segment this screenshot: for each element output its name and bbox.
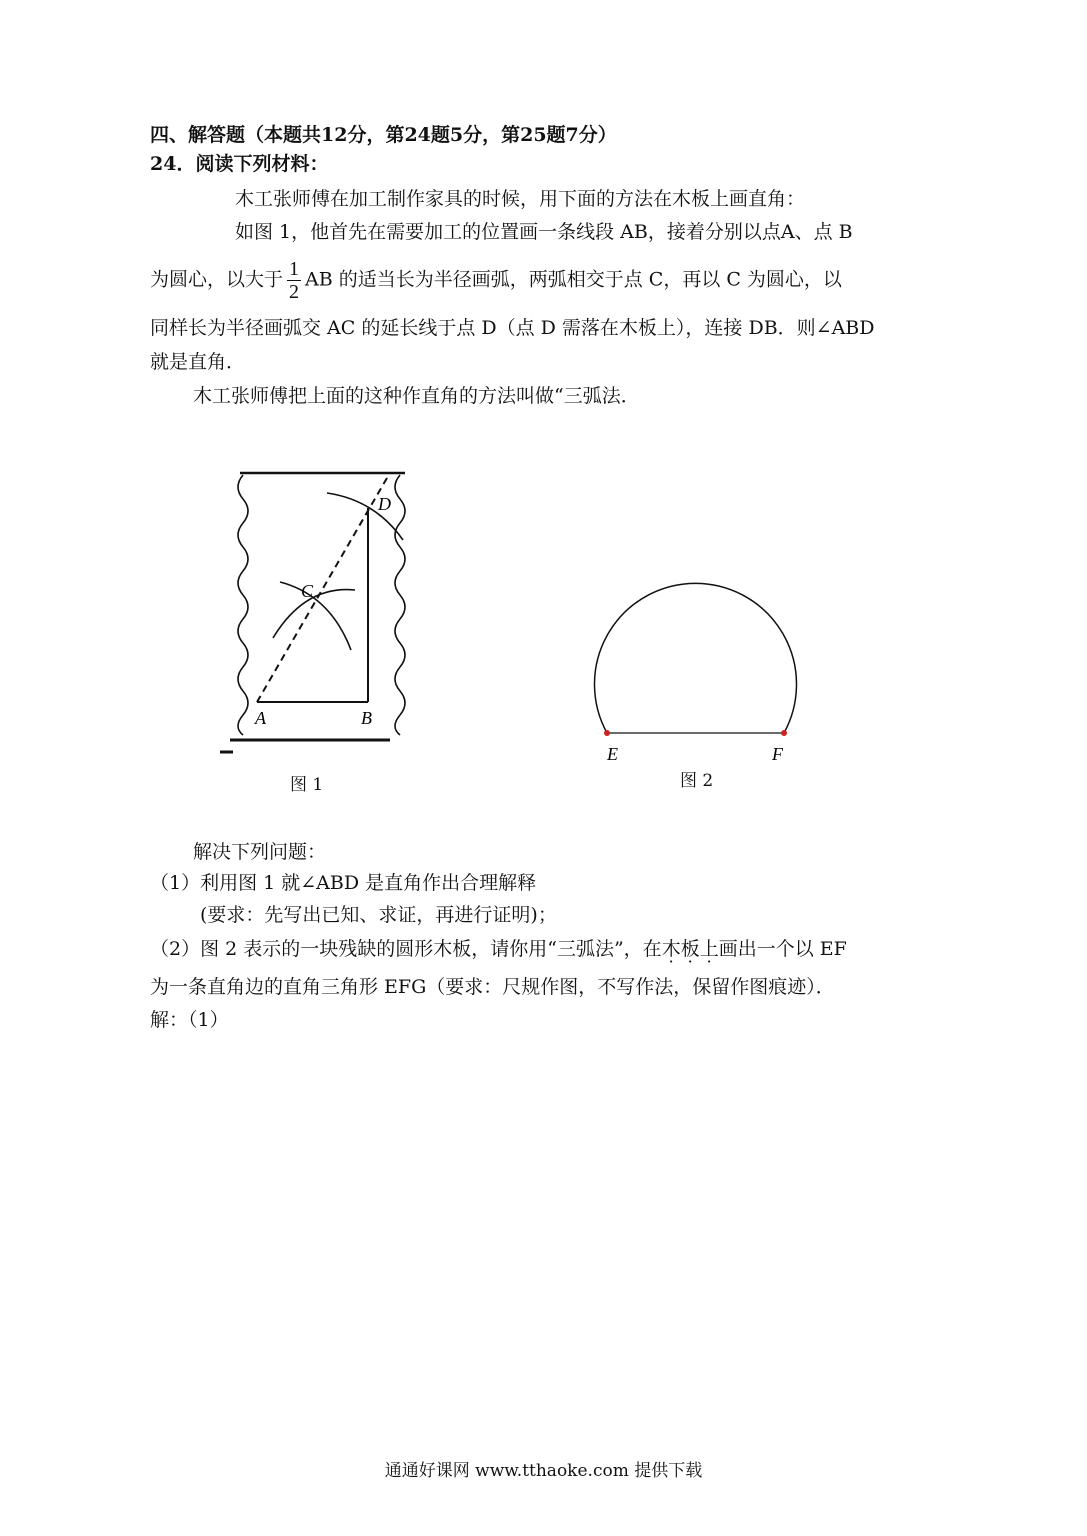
one-half-fraction xyxy=(287,258,301,303)
question-1: （1）利用图 1 就∠ABD 是直角作出合理解释 xyxy=(150,872,537,894)
material-paragraph-3 xyxy=(150,258,842,303)
emphasis-char-3: 上 xyxy=(699,938,719,960)
figure-1-caption: 图 1 xyxy=(290,775,324,795)
label-a: A xyxy=(255,708,266,728)
fraction-numerator: 1 xyxy=(289,258,300,280)
section-title: 四、解答题（本题共12分，第24题5分，第25题7分） xyxy=(150,124,617,146)
fraction-denominator: 2 xyxy=(289,281,300,303)
label-b: B xyxy=(361,708,372,728)
emphasis-char-2: 板 xyxy=(680,938,700,960)
material-paragraph-3-start: 为圆心，以大于 xyxy=(150,268,284,291)
board-right-wavy-edge xyxy=(395,475,405,735)
page-footer: 通通好课网 www.tthaoke.com 提供下载 xyxy=(384,1461,703,1481)
figure-2-diagram xyxy=(585,580,810,770)
label-d: D xyxy=(378,494,391,514)
arc-from-b xyxy=(280,582,351,650)
label-c: C xyxy=(301,581,314,601)
question-2-line-2: 为一条直角边的直角三角形 EFG（要求：尺规作图，不写作法，保留作图痕迹）． xyxy=(150,976,835,998)
broken-circle-arc xyxy=(595,583,797,733)
figure-2-caption: 图 2 xyxy=(680,771,714,791)
material-paragraph-2: 如图 1，他首先在需要加工的位置画一条线段 AB，接着分别以点A、点 B xyxy=(235,221,853,243)
figure-1-diagram xyxy=(215,460,415,765)
questions-intro: 解决下列问题： xyxy=(193,841,327,863)
question-24-heading: 24．阅读下列材料： xyxy=(150,153,329,175)
answer-start: 解：（1） xyxy=(150,1009,229,1031)
question-2-start: （2）图 2 表示的一块残缺的圆形木板，请你用“三弧法”，在 xyxy=(150,938,662,960)
question-1-requirement: (要求：先写出已知、求证，再进行证明)； xyxy=(200,904,557,926)
material-paragraph-4: 同样长为半径画弧交 AC 的延长线于点 D（点 D 需落在木板上），连接 DB．则∠ABD xyxy=(150,317,875,339)
material-paragraph-5: 就是直角． xyxy=(150,351,246,373)
arc-at-d xyxy=(327,493,403,540)
emphasis-char-1: 木 xyxy=(661,938,681,960)
point-f xyxy=(781,730,787,736)
question-2-end: 画出一个以 EF xyxy=(718,938,847,960)
question-2-line-1 xyxy=(150,935,847,963)
material-paragraph-6: 木工张师傅把上面的这种作直角的方法叫做“三弧法． xyxy=(193,385,640,407)
label-f: F xyxy=(772,744,783,764)
material-paragraph-1: 木工张师傅在加工制作家具的时候，用下面的方法在木板上画直角： xyxy=(235,188,806,210)
point-e xyxy=(604,730,610,736)
material-paragraph-3-end: AB 的适当长为半径画弧，两弧相交于点 C，再以 C 为圆心，以 xyxy=(305,268,842,291)
label-e: E xyxy=(607,744,618,764)
board-left-wavy-edge xyxy=(238,475,248,735)
